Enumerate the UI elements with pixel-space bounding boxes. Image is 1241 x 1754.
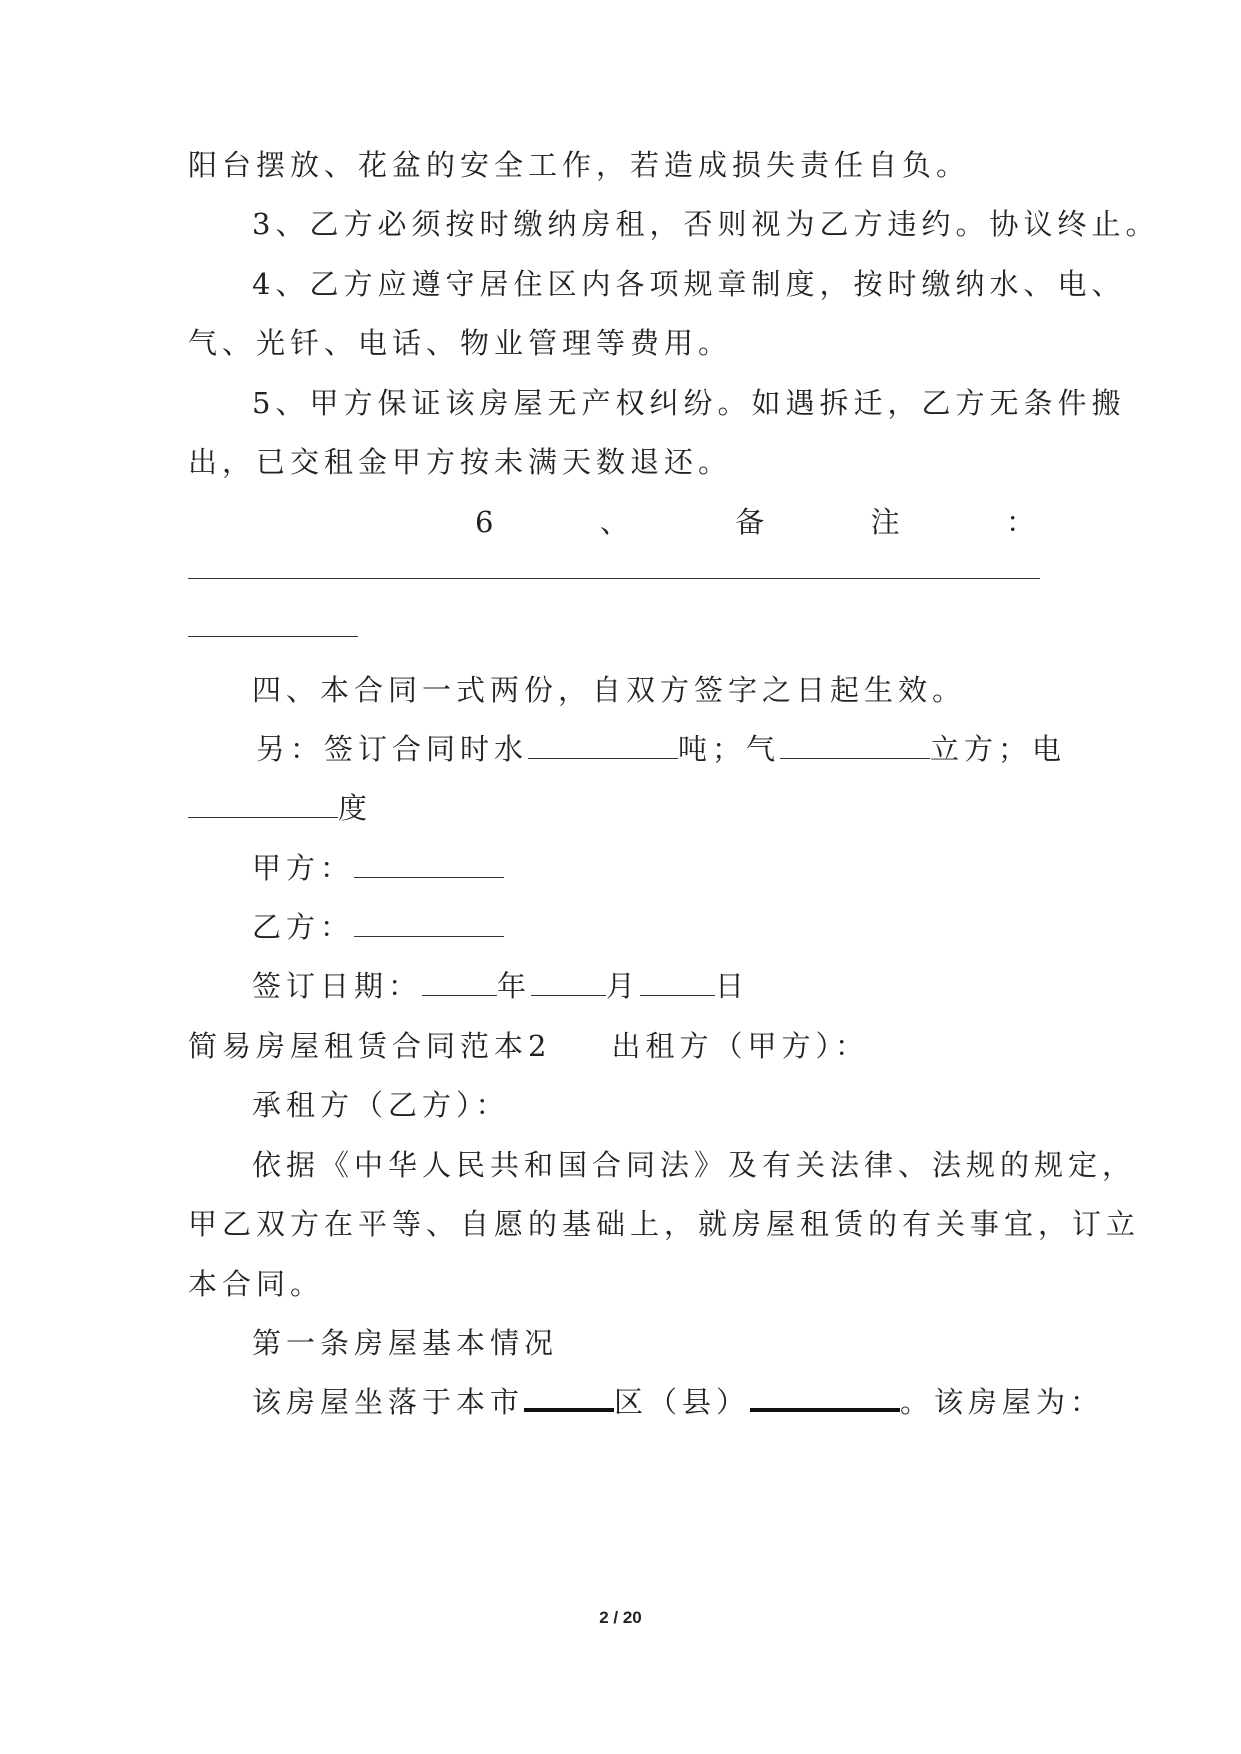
signing-date	[252, 966, 749, 1006]
electricity-blank	[188, 789, 338, 818]
remarks-part: 备	[735, 505, 765, 539]
text: 月	[606, 969, 641, 1003]
meter-readings	[256, 729, 1066, 769]
text-line: 气、光钎、电话、物业管理等费用。	[188, 326, 733, 360]
article-1-heading: 第一条房屋基本情况	[252, 1326, 559, 1360]
party-a-blank	[354, 849, 504, 878]
text-line: 阳台摆放、花盆的安全工作，若造成损失责任自负。	[188, 148, 971, 182]
text: 日	[715, 969, 750, 1003]
remarks-blank-line	[188, 578, 1040, 579]
clause-6-remarks	[475, 502, 1035, 542]
label: 乙方：	[252, 910, 355, 944]
month-blank	[531, 967, 606, 996]
remarks-part: 、	[599, 505, 629, 539]
property-location	[252, 1382, 1104, 1422]
clause-four: 四、本合同一式两份，自双方签字之日起生效。	[252, 673, 967, 707]
lessee-label: 承租方（乙方）：	[252, 1088, 510, 1122]
clause-4: 4、乙方应遵守居住区内各项规章制度，按时缴纳水、电、	[252, 267, 1126, 301]
remarks-blank-line	[188, 636, 358, 637]
address-blank	[750, 1382, 900, 1412]
text-line: 甲乙双方在平等、自愿的基础上，就房屋租赁的有关事宜，订立	[188, 1207, 1141, 1241]
district-blank	[524, 1382, 614, 1412]
text: 吨；气	[678, 732, 781, 766]
text: 。该房屋为：	[900, 1385, 1105, 1419]
contract-2-title	[188, 1026, 869, 1066]
text-line: 依据《中华人民共和国合同法》及有关法律、法规的规定，	[252, 1148, 1137, 1182]
gas-blank	[780, 730, 930, 759]
party-b-signature	[252, 907, 504, 947]
remarks-part: 6	[475, 505, 494, 539]
text: 度	[338, 791, 373, 825]
text: 年	[497, 969, 532, 1003]
text-line: 出，已交租金甲方按未满天数退还。	[188, 445, 733, 479]
text: 区（县）	[614, 1385, 751, 1419]
electricity-line	[188, 788, 372, 828]
water-blank	[528, 730, 678, 759]
year-blank	[422, 967, 497, 996]
remarks-part: 注	[870, 505, 900, 539]
remarks-part: ：	[1005, 505, 1035, 539]
heading: 简易房屋租赁合同范本2	[188, 1029, 552, 1063]
clause-3: 3、乙方必须按时缴纳房租，否则视为乙方违约。协议终止。	[252, 207, 1160, 241]
lessor-label: 出租方（甲方）：	[611, 1029, 869, 1063]
party-b-blank	[354, 908, 504, 937]
label: 签订日期：	[252, 969, 423, 1003]
text-line: 本合同。	[188, 1267, 325, 1301]
party-a-signature	[252, 848, 504, 888]
text: 另：签订合同时水	[256, 732, 529, 766]
clause-5: 5、甲方保证该房屋无产权纠纷。如遇拆迁，乙方无条件搬	[252, 386, 1126, 420]
label: 甲方：	[252, 851, 355, 885]
text: 该房屋坐落于本市	[252, 1385, 525, 1419]
day-blank	[640, 967, 715, 996]
text: 立方；电	[930, 732, 1067, 766]
page-number: 2 / 20	[599, 1608, 642, 1627]
